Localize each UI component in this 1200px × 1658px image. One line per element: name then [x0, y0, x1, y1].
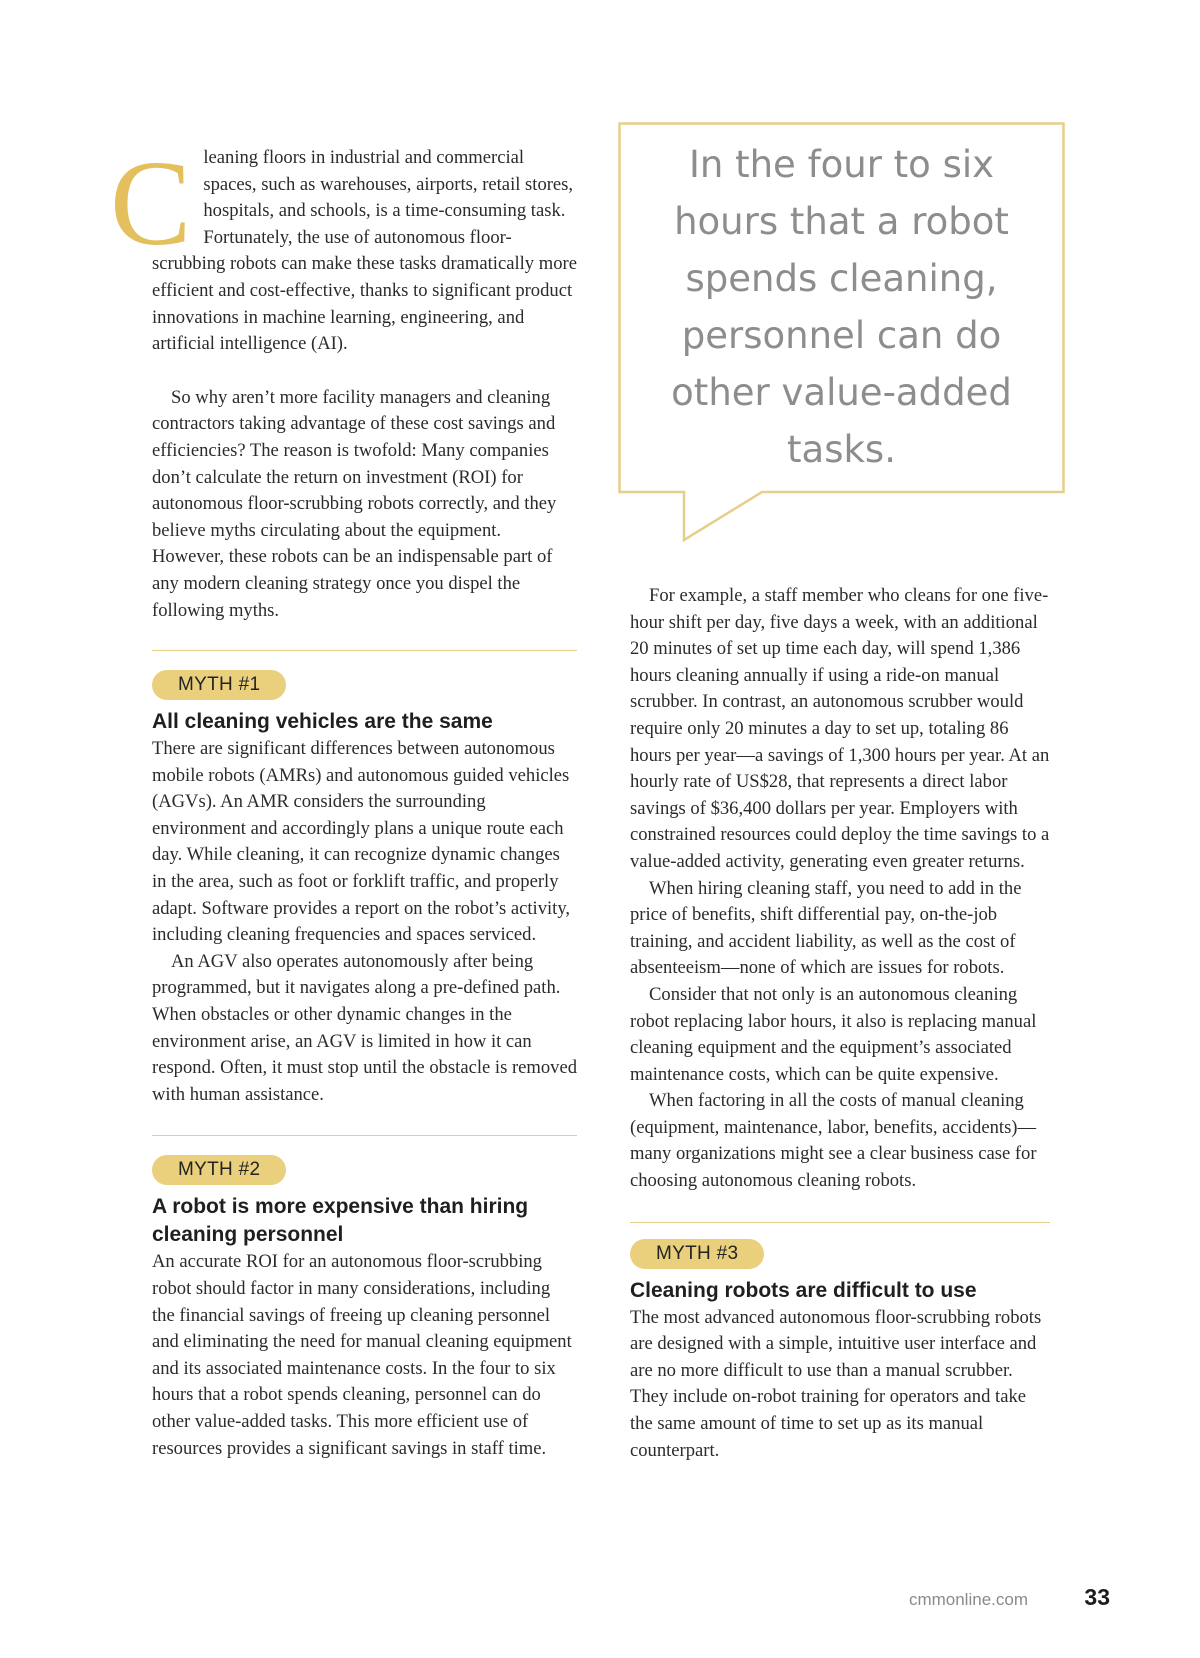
myth-2-badge: MYTH #2 [152, 1155, 286, 1185]
intro-section [110, 136, 577, 624]
myth-2-paragraph-1: An accurate ROI for an autonomous floor-scrubbing robot should factor in many considerations, including the financial savings of freeing up cleaning personnel and eliminating the need for manual cleaning equipment and its associated maintenance costs. In the four to six hours that a robot spends cleaning, personnel can do other value-added tasks. This more efficient use of resources provides a significant savings in staff time. [152, 1251, 572, 1459]
right-paragraph-4: When factoring in all the costs of manual cleaning (equipment, maintenance, labor, benefits, accidents)—many organizations might see a clear business case for choosing autonomous cleaning robots. [630, 1090, 1037, 1192]
myth-1-paragraph-1: There are significant differences between autonomous mobile robots (AMRs) and autonomous guided vehicles (AGVs). An AMR considers the surrounding environment and accordingly plans a unique route each day. While cleaning, it can recognize dynamic changes in the area, such as foot or forklift traffic, and properly adapt. Software provides a report on the robot’s activity, including cleaning frequencies and spaces serviced. [152, 738, 571, 946]
myth-2-section [152, 1155, 577, 1462]
section-divider [152, 1135, 577, 1136]
myth-3-badge: MYTH #3 [630, 1239, 764, 1269]
myth-1-title: All cleaning vehicles are the same [152, 710, 493, 734]
right-paragraph-3: Consider that not only is an autonomous cleaning robot replacing labor hours, it also is replacing manual cleaning equipment and the equipment’s associated maintenance costs, which can be quite expensive. [630, 983, 1037, 1085]
section-divider [152, 650, 577, 651]
page-number: 33 [1084, 1584, 1110, 1610]
section-divider [630, 1222, 1050, 1223]
intro-paragraph-1: leaning floors in industrial and commercial spaces, such as warehouses, airports, retail stores, hospitals, and schools, is a time-consuming task. Fortunately, the use of autonomous floor-scrubbing robots can make these tasks dramatically more efficient and cost-effective, thanks to significant product innovations in machine learning, engineering, and artificial intelligence (AI). [152, 147, 577, 355]
myth-1-paragraph-2: An AGV also operates autonomously after being programmed, but it navigates along a pre-defined path. When obstacles or other dynamic changes in the environment arise, an AGV is limited in how it can respond. Often, it must stop until the obstacle is removed with human assistance. [152, 950, 578, 1105]
right-column [630, 583, 1050, 1464]
right-paragraph-1: For example, a staff member who cleans for one five-hour shift per day, five days a week, with an additional 20 minutes of set up time each day, will spend 1,386 hours cleaning annually if using a ride-on manual scrubber. In contrast, an autonomous scrubber would require only 20 minutes a day to set up, totaling 86 hours per year—a savings of 1,300 hours per year. At an hourly rate of US$28, that represents a direct labor savings of $36,400 dollars per year. Employers with constrained resources could deploy the time savings to a value-added activity, generating even greater returns. [630, 585, 1050, 872]
intro-paragraph-2: So why aren’t more facility managers and cleaning contractors taking advantage of these cost savings and efficiencies? The reason is twofold: Many companies don’t calculate the return on investment (ROI) for autonomous floor-scrubbing robots correctly, and they believe myths circulating about the equipment. However, these robots can be an indispensable part of any modern cleaning strategy once you dispel the following myths. [152, 386, 557, 621]
pull-quote-box [618, 122, 1065, 492]
myth-1-section [152, 670, 577, 1108]
drop-cap: C [110, 136, 192, 271]
myth-3-paragraph-1: The most advanced autonomous floor-scrubbing robots are designed with a simple, intuitive user interface and are no more difficult to use than a manual scrubber. They include on-robot training for operators and take the same amount of time to set up as its manual counterpart. [630, 1306, 1042, 1461]
footer-url: cmmonline.com [908, 1590, 1028, 1609]
myth-1-badge: MYTH #1 [152, 670, 286, 700]
pull-quote-text: In the four to six hours that a robot spends cleaning, personnel can do other value-added tasks. [671, 143, 1012, 471]
myth-3-title: Cleaning robots are difficult to use [630, 1278, 977, 1302]
left-column [110, 118, 578, 1462]
myth-3-section [630, 1239, 1050, 1465]
right-paragraph-2: When hiring cleaning staff, you need to add in the price of benefits, shift differential pay, on-the-job training, and accident liability, as well as the cost of absenteeism—none of which are issues for robots. [630, 877, 1022, 979]
myth-2-title: A robot is more expensive than hiring cleaning personnel [152, 1195, 529, 1247]
